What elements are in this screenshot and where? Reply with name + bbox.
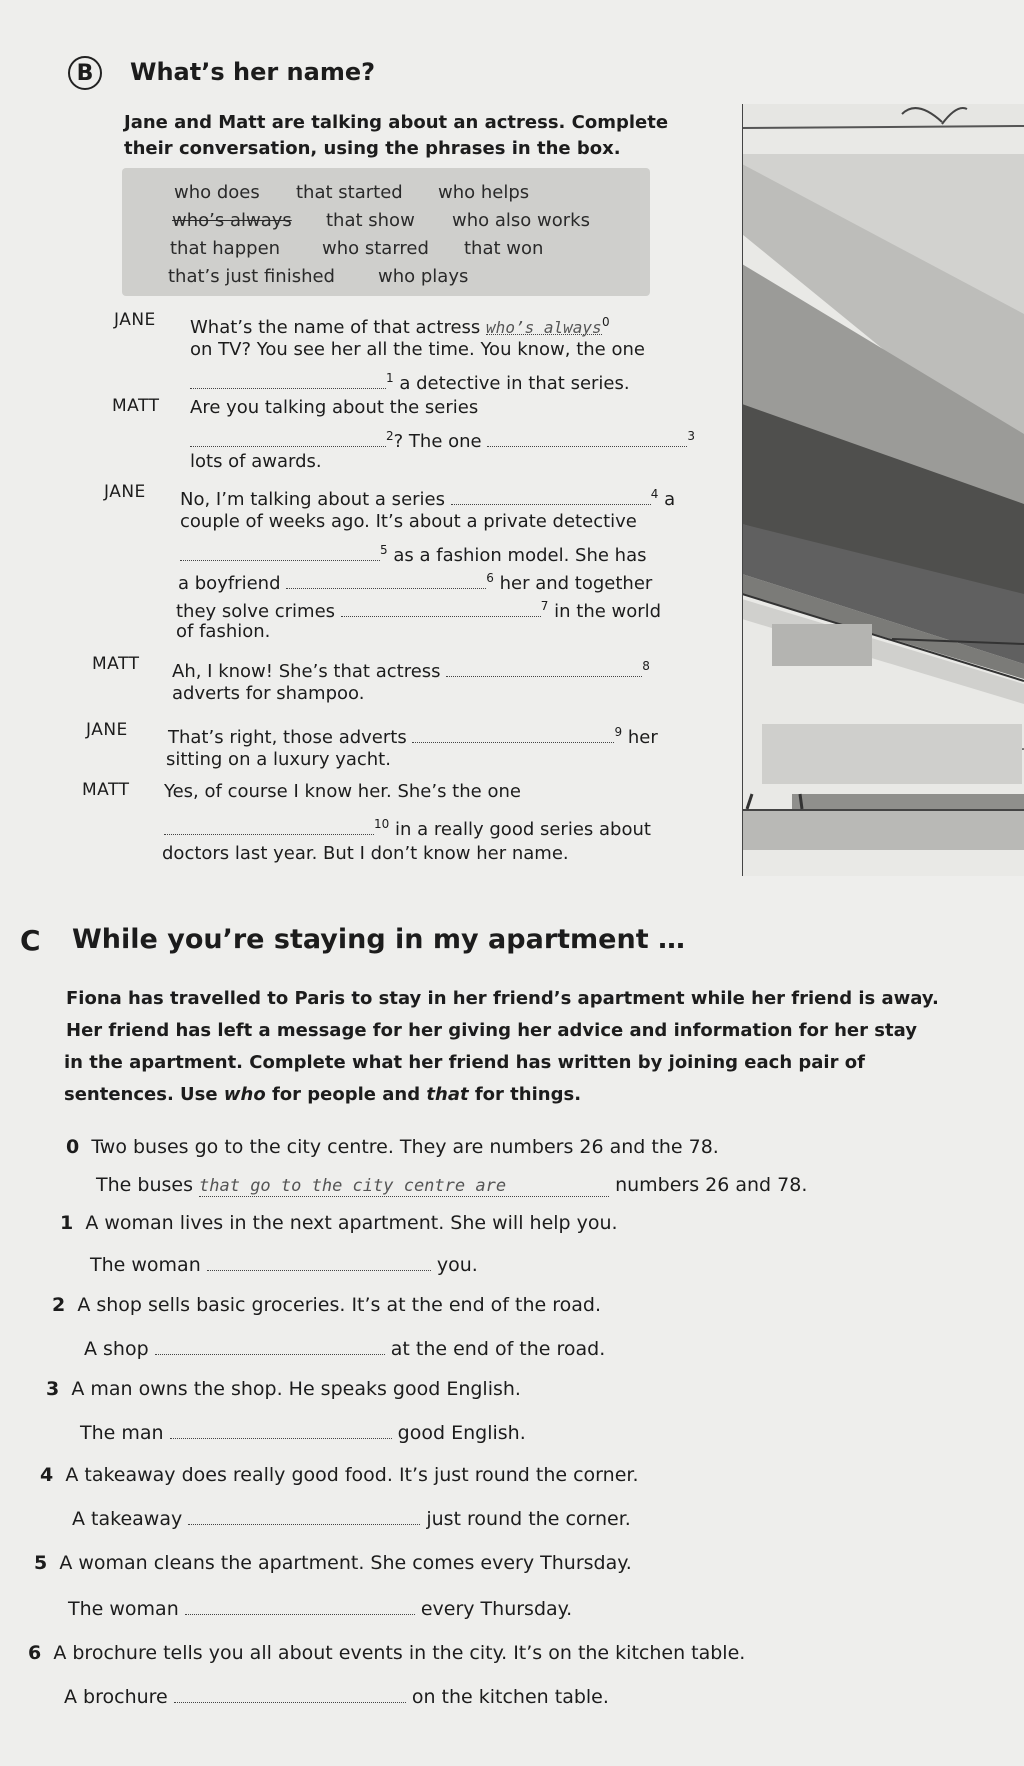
dialogue-line: Yes, of course I know her. She’s the one	[164, 781, 521, 802]
answer-start: A brochure	[64, 1686, 168, 1708]
answer-blank-8[interactable]	[446, 658, 642, 677]
section-b-letter: B	[76, 60, 94, 86]
phrase: that started	[296, 182, 403, 203]
tv-illustration	[742, 104, 1024, 876]
dialogue-text: as a fashion model. She has	[393, 545, 647, 566]
blank-number: 5	[380, 543, 388, 557]
item-question: A woman cleans the apartment. She comes every Thursday.	[59, 1552, 632, 1574]
tv-drawing	[742, 104, 1024, 876]
answer-blank-3[interactable]	[487, 428, 687, 447]
item-number: 4	[40, 1464, 54, 1486]
dialogue-text: her	[627, 727, 658, 748]
phrase-box	[122, 168, 650, 296]
handwritten-answer: that go to the city centre are	[199, 1176, 507, 1196]
answer-blank-6[interactable]	[286, 570, 486, 589]
speaker-matt: MATT	[112, 396, 160, 416]
instruction-text: for things.	[468, 1084, 582, 1105]
answer-start: The buses	[96, 1174, 193, 1196]
blank-number: 4	[650, 487, 659, 501]
dialogue-text: a detective in that series.	[399, 373, 630, 394]
exercise-answer-line	[68, 1596, 572, 1620]
dialogue-line	[172, 654, 650, 684]
phrase: who does	[174, 182, 260, 203]
section-b-instruction-2: their conversation, using the phrases in the box.	[124, 138, 621, 159]
exercise-item	[28, 1642, 745, 1664]
dialogue-line	[180, 482, 675, 512]
section-b-title: What’s her name?	[130, 58, 376, 86]
speaker-matt: MATT	[92, 654, 140, 674]
section-c-instruction-3: in the apartment. Complete what her friend has written by joining each pair of	[64, 1052, 865, 1073]
blank-number: 7	[540, 599, 549, 613]
dialogue-line: sitting on a luxury yacht.	[166, 749, 391, 770]
answer-end: you.	[436, 1254, 478, 1276]
section-c-instruction-1: Fiona has travelled to Paris to stay in her friend’s apartment while her friend is away.	[66, 988, 939, 1009]
instruction-that: that	[426, 1084, 469, 1105]
exercise-answer-line	[96, 1174, 807, 1197]
answer-end: on the kitchen table.	[411, 1686, 609, 1708]
item-question: A woman lives in the next apartment. She will help you.	[85, 1212, 618, 1234]
item-number: 3	[46, 1378, 60, 1400]
item-number: 1	[60, 1212, 74, 1234]
dialogue-line: adverts for shampoo.	[172, 683, 365, 704]
answer-field-4[interactable]	[188, 1506, 420, 1525]
blank-number: 2	[386, 429, 394, 443]
answer-field-0[interactable]	[199, 1174, 609, 1197]
answer-blank-0[interactable]	[486, 316, 602, 335]
item-question: A shop sells basic groceries. It’s at the end of the road.	[77, 1294, 602, 1316]
answer-blank-9[interactable]	[412, 724, 614, 743]
answer-end: numbers 26 and 78.	[615, 1174, 808, 1196]
dialogue-line: on TV? You see her all the time. You know, the one	[190, 339, 645, 360]
item-number: 5	[34, 1552, 48, 1574]
answer-field-5[interactable]	[185, 1596, 415, 1615]
phrase: who helps	[438, 182, 530, 203]
exercise-item	[60, 1212, 618, 1234]
blank-number: 3	[687, 429, 695, 443]
answer-blank-1[interactable]	[190, 370, 386, 389]
answer-start: The woman	[68, 1598, 179, 1620]
answer-field-3[interactable]	[170, 1420, 392, 1439]
dialogue-line	[178, 566, 652, 596]
instruction-text: sentences. Use	[64, 1084, 224, 1105]
section-b-instruction-1: Jane and Matt are talking about an actress. Complete	[124, 112, 669, 133]
dialogue-line	[168, 720, 658, 750]
dialogue-line: lots of awards.	[190, 451, 322, 472]
instruction-text: for people and	[265, 1084, 427, 1105]
exercise-answer-line	[80, 1420, 526, 1444]
answer-field-6[interactable]	[174, 1684, 406, 1703]
exercise-answer-line	[90, 1252, 478, 1276]
speaker-matt: MATT	[82, 780, 130, 800]
dialogue-line	[180, 538, 647, 568]
answer-start: A takeaway	[72, 1508, 183, 1530]
answer-end: good English.	[397, 1422, 526, 1444]
item-question: Two buses go to the city centre. They are numbers 26 and the 78.	[91, 1136, 719, 1158]
phrase: who starred	[322, 238, 429, 259]
phrase: that show	[326, 210, 415, 231]
item-number: 6	[28, 1642, 42, 1664]
section-c-title: While you’re staying in my apartment …	[72, 924, 686, 955]
dialogue-line	[190, 366, 630, 396]
phrase: who plays	[378, 266, 469, 287]
dialogue-text: in the world	[554, 601, 662, 622]
dialogue-line: of fashion.	[176, 621, 271, 642]
item-number: 0	[66, 1136, 80, 1158]
speaker-jane: JANE	[86, 720, 128, 740]
answer-blank-10[interactable]	[164, 816, 374, 835]
dialogue-text: No, I’m talking about a series	[180, 489, 445, 510]
handwritten-answer: who’s always	[486, 318, 602, 337]
exercise-answer-line	[84, 1336, 605, 1360]
speaker-jane: JANE	[114, 310, 156, 330]
phrase-used: who’s always	[172, 210, 292, 231]
instruction-who: who	[223, 1084, 266, 1105]
dialogue-text: they solve crimes	[176, 601, 336, 622]
dialogue-text: in a really good series about	[395, 819, 651, 840]
blank-number: 1	[386, 371, 394, 385]
blank-number: 10	[374, 817, 390, 831]
exercise-item	[52, 1294, 601, 1316]
dialogue-text: Ah, I know! She’s that actress	[172, 661, 441, 682]
item-question: A brochure tells you all about events in the city. It’s on the kitchen table.	[53, 1642, 746, 1664]
answer-blank-7[interactable]	[341, 598, 541, 617]
exercise-answer-line	[64, 1684, 609, 1708]
phrase: that happen	[170, 238, 281, 259]
dialogue-text: What’s the name of that actress	[190, 317, 481, 338]
item-question: A man owns the shop. He speaks good English.	[71, 1378, 521, 1400]
exercise-item	[34, 1552, 632, 1574]
answer-blank-5[interactable]	[180, 542, 380, 561]
blank-number: 6	[486, 571, 494, 585]
answer-end: at the end of the road.	[390, 1338, 606, 1360]
section-c-instruction-2: Her friend has left a message for her giving her advice and information for her stay	[66, 1020, 917, 1041]
dialogue-text: a	[664, 489, 676, 510]
phrase: that won	[464, 238, 544, 259]
phrase: who also works	[452, 210, 590, 231]
answer-field-2[interactable]	[155, 1336, 385, 1355]
blank-number: 0	[602, 315, 610, 329]
blank-number: 8	[642, 659, 650, 673]
section-c-letter: C	[20, 924, 41, 957]
exercise-item	[46, 1378, 521, 1400]
phrase: that’s just finished	[168, 266, 335, 287]
answer-end: every Thursday.	[420, 1598, 573, 1620]
dialogue-text: That’s right, those adverts	[168, 727, 407, 748]
dialogue-text: her and together	[499, 573, 653, 594]
dialogue-text: a boyfriend	[178, 573, 281, 594]
dialogue-line: doctors last year. But I don’t know her name.	[162, 843, 569, 864]
answer-blank-2[interactable]	[190, 428, 386, 447]
dialogue-line	[164, 812, 651, 842]
answer-blank-4[interactable]	[451, 486, 651, 505]
item-number: 2	[52, 1294, 66, 1316]
dialogue-line: Are you talking about the series	[190, 397, 479, 418]
speaker-jane: JANE	[104, 482, 146, 502]
dialogue-line: couple of weeks ago. It’s about a private detective	[180, 511, 637, 532]
section-c-instruction-4	[64, 1082, 581, 1108]
exercise-item	[66, 1136, 719, 1158]
answer-start: A shop	[84, 1338, 149, 1360]
exercise-answer-line	[72, 1506, 631, 1530]
answer-start: The woman	[90, 1254, 201, 1276]
answer-end: just round the corner.	[426, 1508, 631, 1530]
answer-start: The man	[80, 1422, 164, 1444]
dialogue-line	[190, 310, 610, 340]
dialogue-text: ? The one	[393, 431, 482, 452]
answer-field-1[interactable]	[207, 1252, 431, 1271]
section-b-badge	[68, 56, 102, 90]
item-question: A takeaway does really good food. It’s just round the corner.	[65, 1464, 639, 1486]
blank-number: 9	[614, 725, 623, 739]
exercise-item	[40, 1464, 639, 1486]
